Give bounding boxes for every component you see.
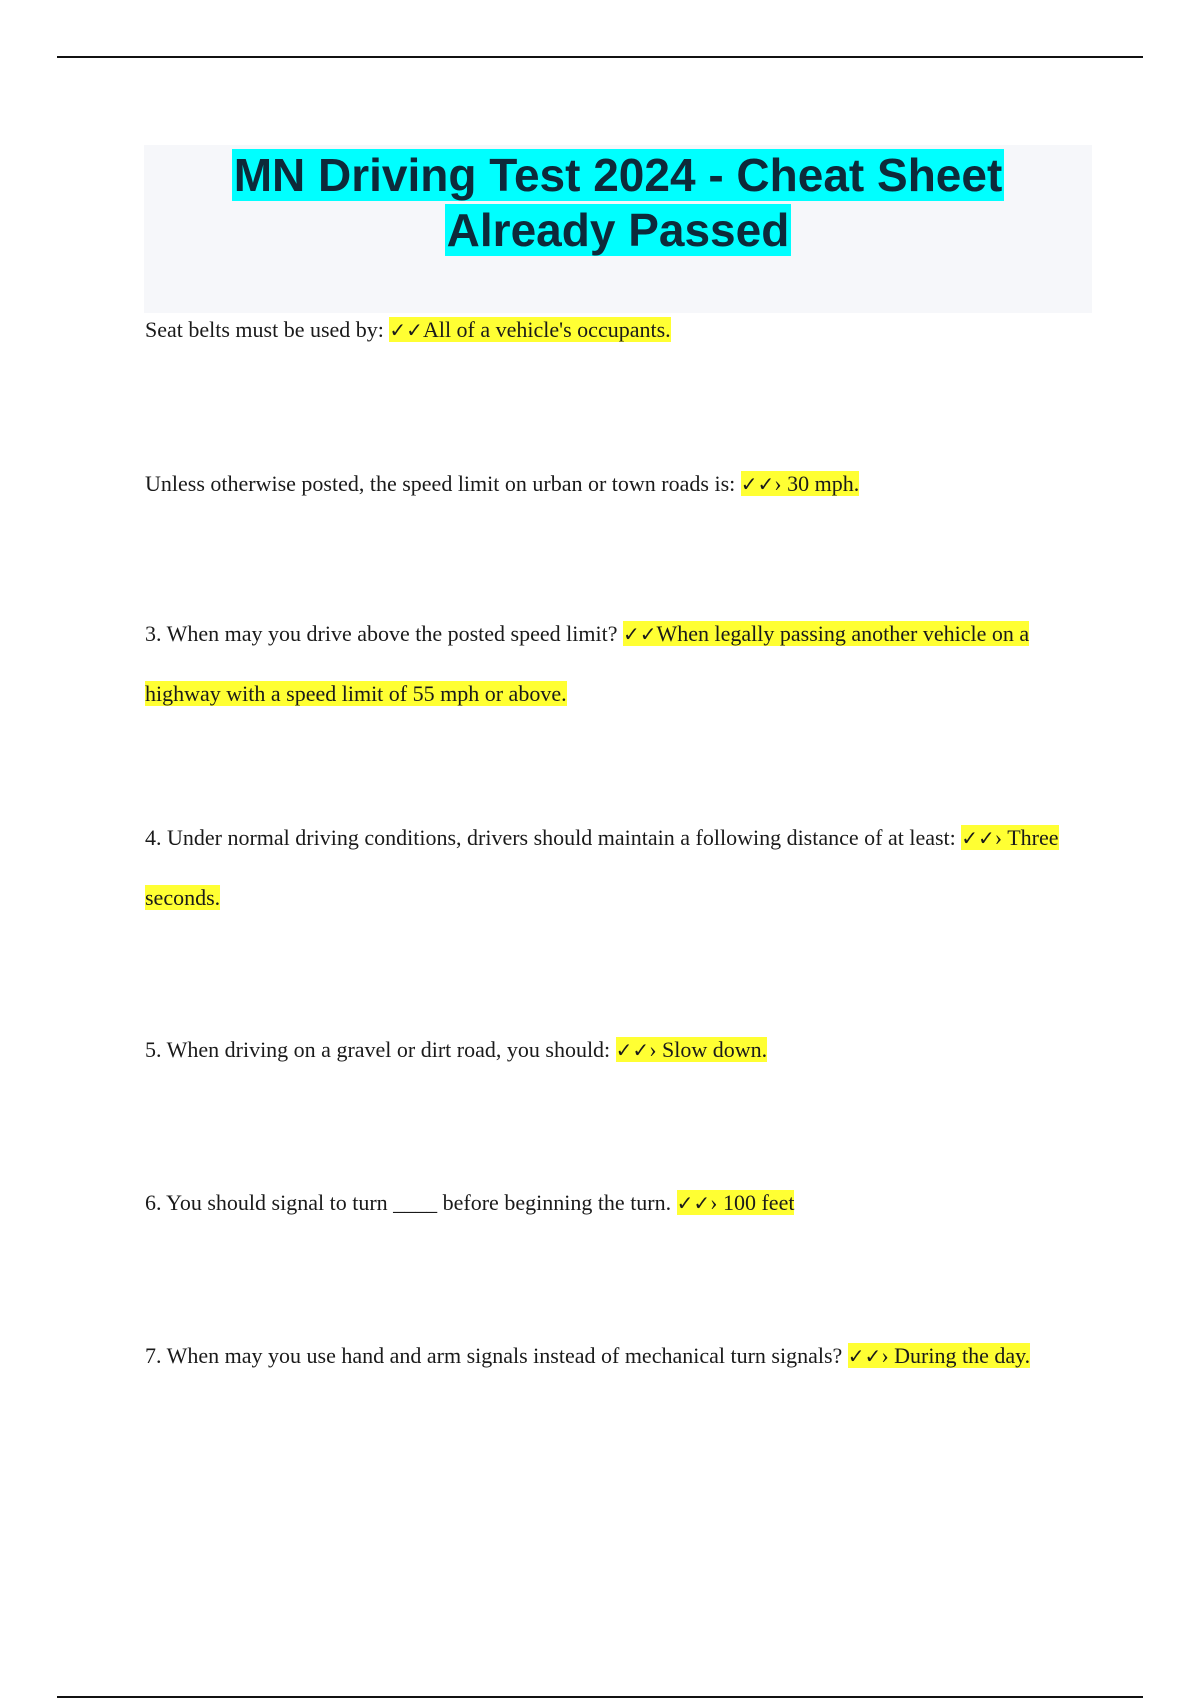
double-check-icon: ✓✓ <box>389 318 423 342</box>
double-check-icon: ✓✓ <box>847 1344 882 1368</box>
qa-item-1 <box>145 300 1085 360</box>
question-text: 3. When may you drive above the posted speed limit? <box>145 621 623 646</box>
answer-text: All of a vehicle's occupants. <box>422 317 671 342</box>
answer-highlight <box>677 1190 795 1215</box>
answer-text: › During the day. <box>881 1343 1031 1368</box>
answer-highlight <box>616 1037 767 1062</box>
double-check-icon: ✓✓ <box>676 1191 711 1215</box>
answer-text: › Three seconds. <box>145 825 1059 910</box>
double-check-icon: ✓✓ <box>740 472 775 496</box>
qa-item-7 <box>145 1326 1085 1386</box>
bottom-rule <box>57 1696 1143 1698</box>
document-title <box>144 145 1092 258</box>
question-text: Unless otherwise posted, the speed limit on urban or town roads is: <box>145 471 741 496</box>
double-check-icon: ✓✓ <box>622 622 657 646</box>
title-block <box>144 145 1092 313</box>
qa-item-4 <box>145 808 1085 928</box>
title-line-1: MN Driving Test 2024 - Cheat Sheet <box>233 149 1003 201</box>
double-check-icon: ✓✓ <box>615 1038 650 1062</box>
qa-item-3 <box>145 604 1085 724</box>
answer-text: › 30 mph. <box>774 471 860 496</box>
top-rule <box>57 56 1143 58</box>
answer-text: › 100 feet <box>710 1190 795 1215</box>
title-line-2: Already Passed <box>446 204 790 256</box>
qa-item-2 <box>145 454 1085 514</box>
question-text: 5. When driving on a gravel or dirt road, you should: <box>145 1037 616 1062</box>
answer-text: › Slow down. <box>649 1037 768 1062</box>
qa-item-6 <box>145 1173 1085 1233</box>
question-text: Seat belts must be used by: <box>145 317 390 342</box>
answer-highlight <box>389 317 670 342</box>
answer-text: When legally passing another vehicle on a highway with a speed limit of 55 mph or above. <box>145 621 1030 706</box>
question-text: 6. You should signal to turn ____ before beginning the turn. <box>145 1190 677 1215</box>
double-check-icon: ✓✓ <box>961 826 995 850</box>
answer-highlight <box>741 471 859 496</box>
answer-highlight <box>848 1343 1030 1368</box>
question-text: 7. When may you use hand and arm signals instead of mechanical turn signals? <box>145 1343 848 1368</box>
question-text: 4. Under normal driving conditions, drivers should maintain a following distance of at least: <box>145 825 962 850</box>
qa-item-5 <box>145 1020 1085 1080</box>
